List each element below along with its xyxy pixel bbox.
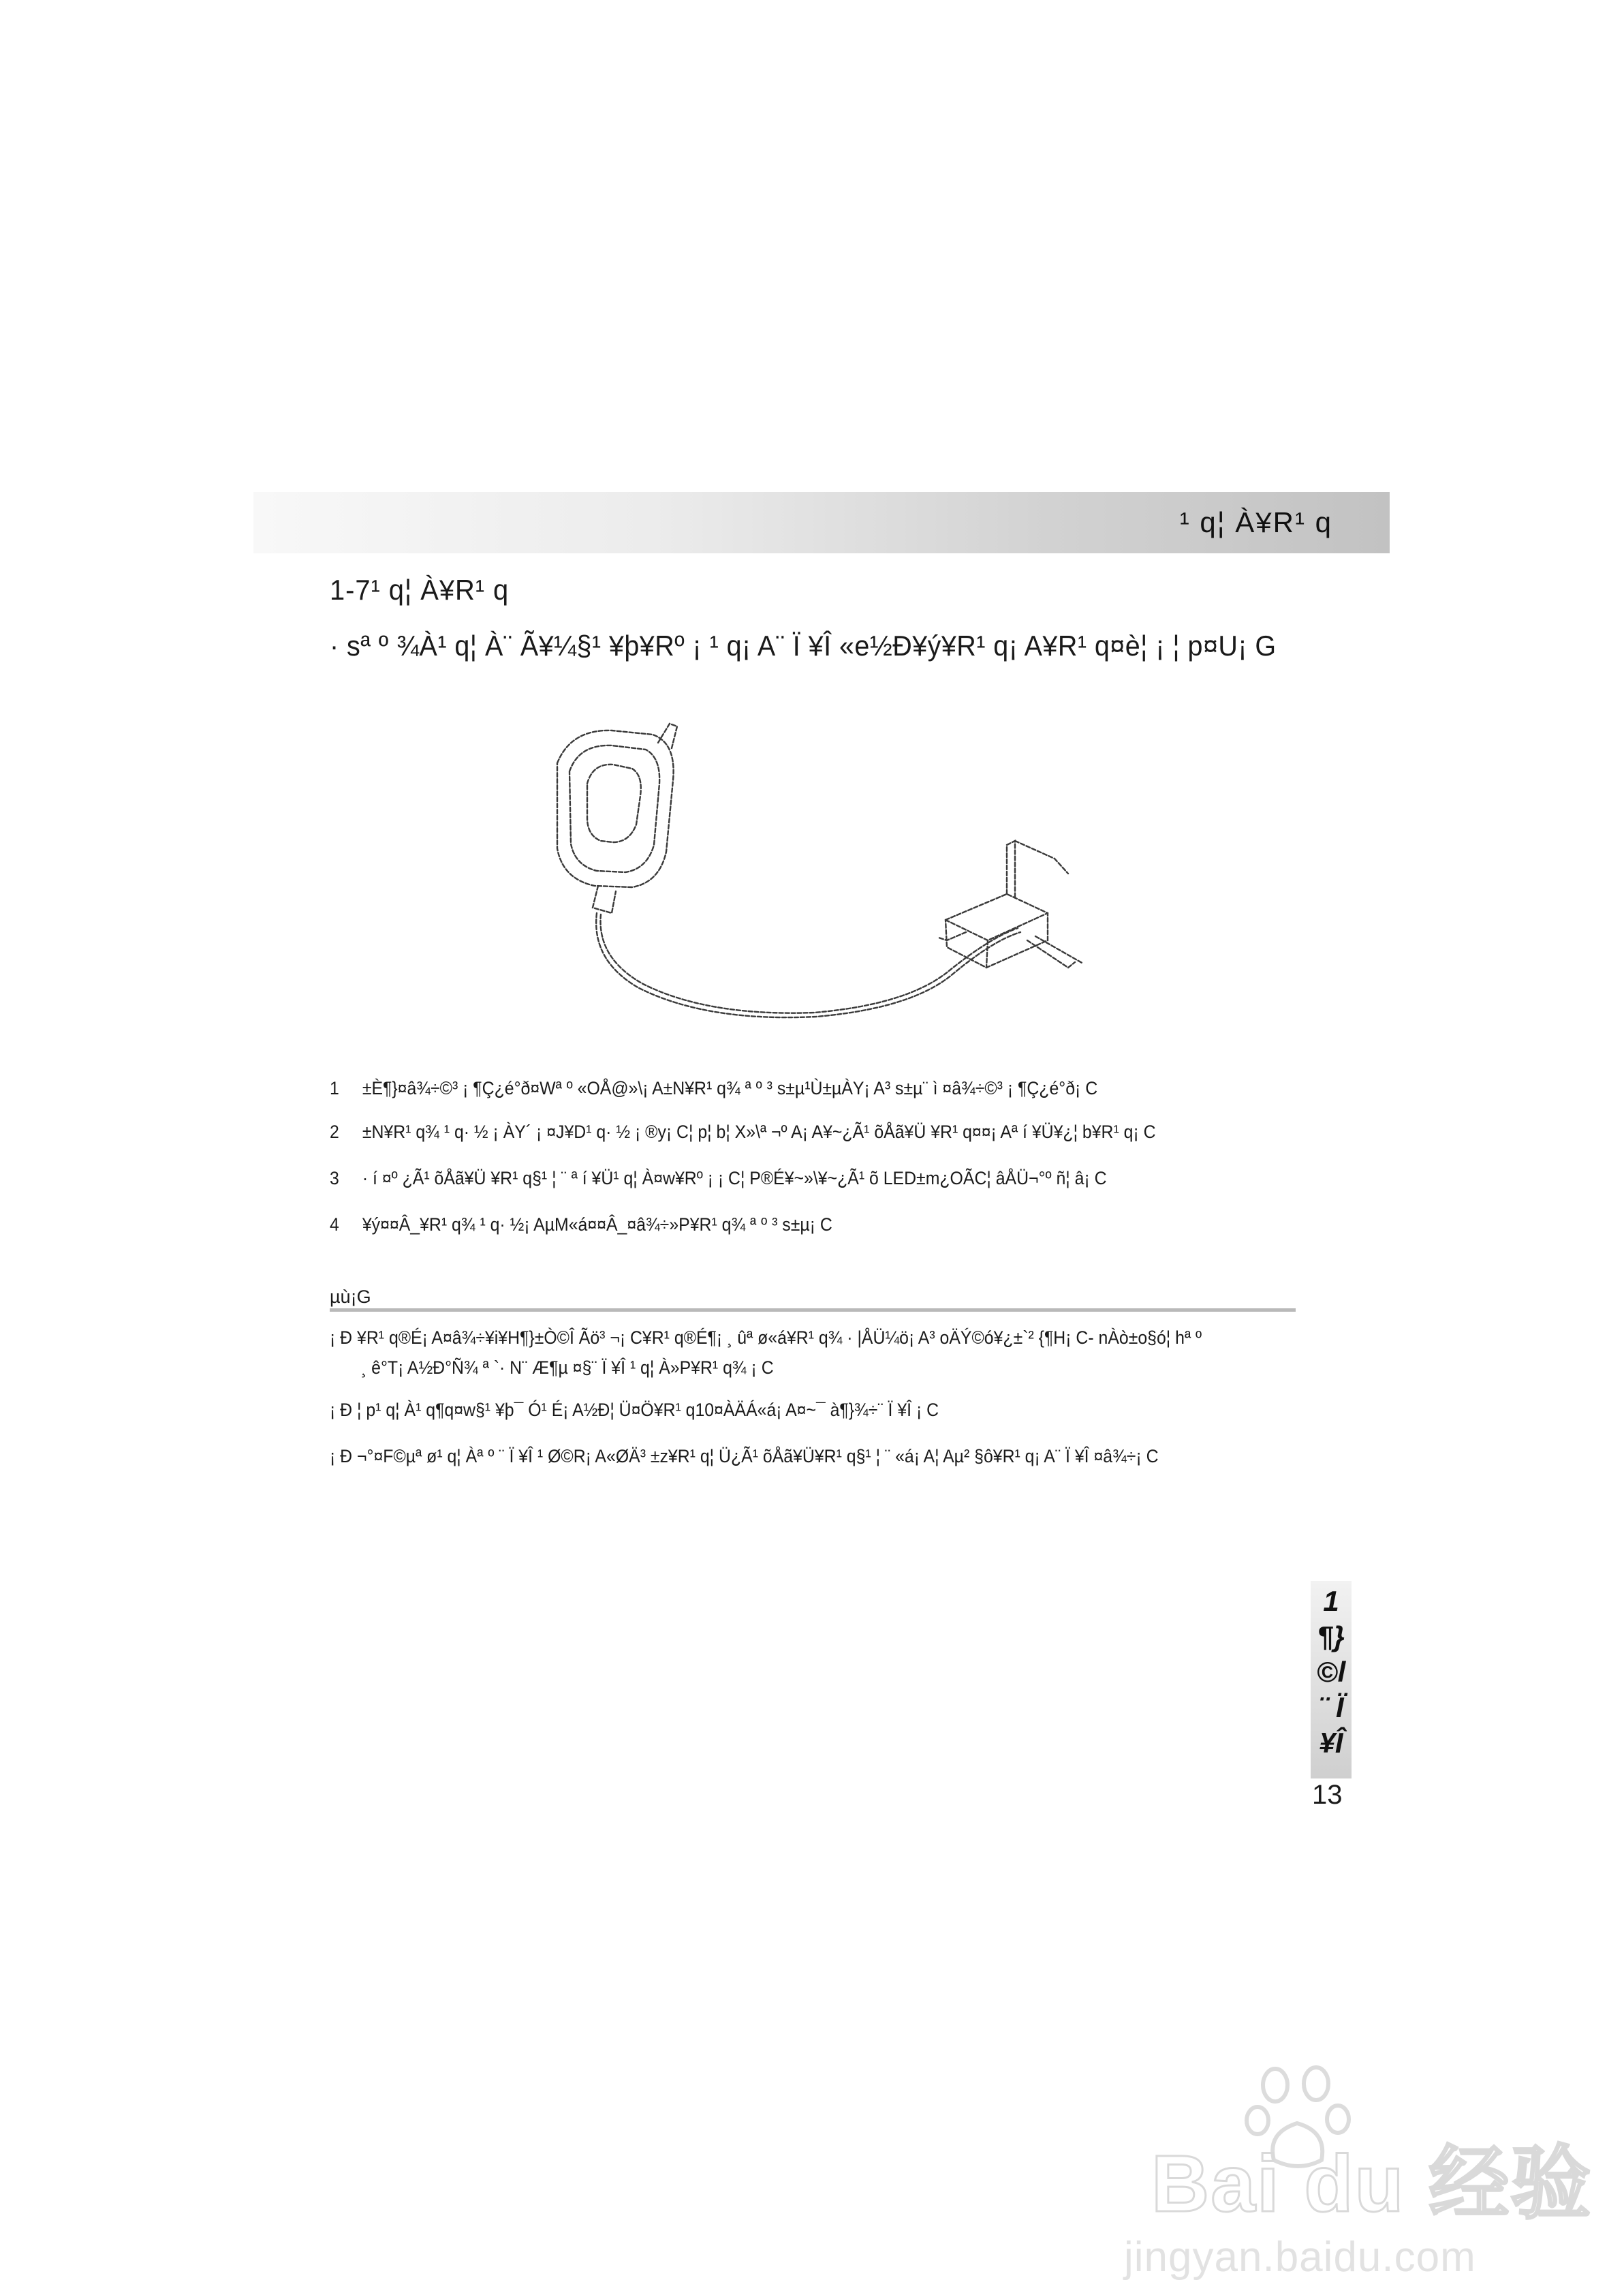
step-text: ±N¥R¹ q¾ ¹ q· ½ ¡ ÀY´ ¡ ¤J¥D¹ q· ½ ¡ ®y¡ C¦ p¦ b¦ X»\ª ¬º A¡ A¥~¿Ã¹ õÅã¥Ü ¥R¹ q¤¤¡ Aª í ¥Ü¥¿¦ b¥R¹ q¡ C [362,1122,1156,1142]
note-item: ¡ Ð ¦ p¹ q¦ À¹ q¶q¤w§¹ ¥þ¯ Ó¹ É¡ A½Ð¦ Ü¤Ö¥R¹ q10¤ÀÄÁ«á¡ A¤~¯ à¶}¾÷¨ Ï ¥Î ¡ C [330,1400,939,1420]
section-intro: · sª º ¾À¹ q¦ À¨ Ã¥¼§¹ ¥þ¥Rº ¡ ¹ q¡ A¨ Ï ¥Î «e½Ð¥ý¥R¹ q¡ A¥R¹ q¤è¦ ¡ ¦ p¤U¡ G [330,630,1277,662]
watermark-url: jingyan.baidu.com [1124,2234,1476,2281]
step-text: ±È¶}¤â¾÷©³ ¡ ¶Ç¿é°ð¤Wª º «OÅ@»\¡ A±N¥R¹ q¾ ª º ³ s±µ¹Ù±µÀY¡ A³ s±µ¨ ì ¤â¾÷©³ ¡ ¶Ç¿é°ð¡ C [362,1078,1098,1098]
step-number: 1 [330,1078,339,1098]
note-item: ¡ Ð ¬°¤F©µª ø¹ q¦ Àª º ¨ Ï ¥Î ¹ Ø©R¡ A«ØÄ³ ±z¥R¹ q¦ Ü¿Ã¹ õÅã¥Ü¥R¹ q§¹ ¦ ¨ «á¡ A¦ Aµ² §ô¥R¹ q¡ A¨ Ï ¥Î ¤â¾÷¡ C [330,1446,1159,1466]
note-label: µù¡G [330,1287,371,1307]
phone-charging-illustration [530,715,1129,1043]
step-number: 3 [330,1168,339,1188]
step-item [330,1213,832,1236]
step-number: 2 [330,1122,339,1142]
charger-adapter-icon [939,841,1083,968]
step-item [330,1120,1156,1143]
chapter-header-band [253,492,1390,553]
baidu-watermark [1097,2058,1601,2283]
page-number: 13 [1312,1780,1343,1810]
side-tab-text: 1 ¶}©l¨ Ï¥Î [1316,1585,1346,1759]
step-text: · í ¤º ¿Ã¹ õÅã¥Ü ¥R¹ q§¹ ¦ ¨ ª í ¥Ü¹ q¦ À¤w¥Rº ¡ ¡ C¦ P®É¥~»\¥~¿Ã¹ õ LED±m¿OÃC¦ âÅÜ¬°º ñ¦ â¡ C [362,1168,1107,1188]
phone-icon [557,724,677,913]
note-divider [330,1308,1296,1312]
step-item [330,1077,1097,1100]
chapter-title: ¹ q¦ À¥R¹ q [1179,506,1332,538]
chapter-side-tab [1311,1581,1352,1778]
section-heading: 1-7¹ q¦ À¥R¹ q [330,574,510,606]
step-item [330,1167,1107,1190]
watermark-brand: Bai du 经验 [1151,2139,1593,2229]
note-item: ¡ Ð ¥R¹ q®É¡ A¤â¾÷¥i¥H¶}±Ò©Î Ãö³ ¬¡ C¥R¹ q®É¶¡ ¸ ûª ø«á¥R¹ q¾ · |ÅÜ¼ö¡ A³ oÄÝ©ó¥¿±`² {¶H¡ C- nÀò±o§ó¦ hª º [330,1327,1202,1348]
step-number: 4 [330,1214,339,1235]
step-text: ¥ý¤¤Â_¥R¹ q¾ ¹ q· ½¡ AµM«á¤¤Â_¤â¾÷»P¥R¹ q¾ ª º ³ s±µ¡ C [362,1214,832,1235]
note-item: ¸ ê°T¡ A½Ð°Ñ¾ ª `· N¨ Æ¶µ ¤§¨ Ï ¥Î ¹ q¦ À»P¥R¹ q¾ ¡ C [361,1357,774,1378]
